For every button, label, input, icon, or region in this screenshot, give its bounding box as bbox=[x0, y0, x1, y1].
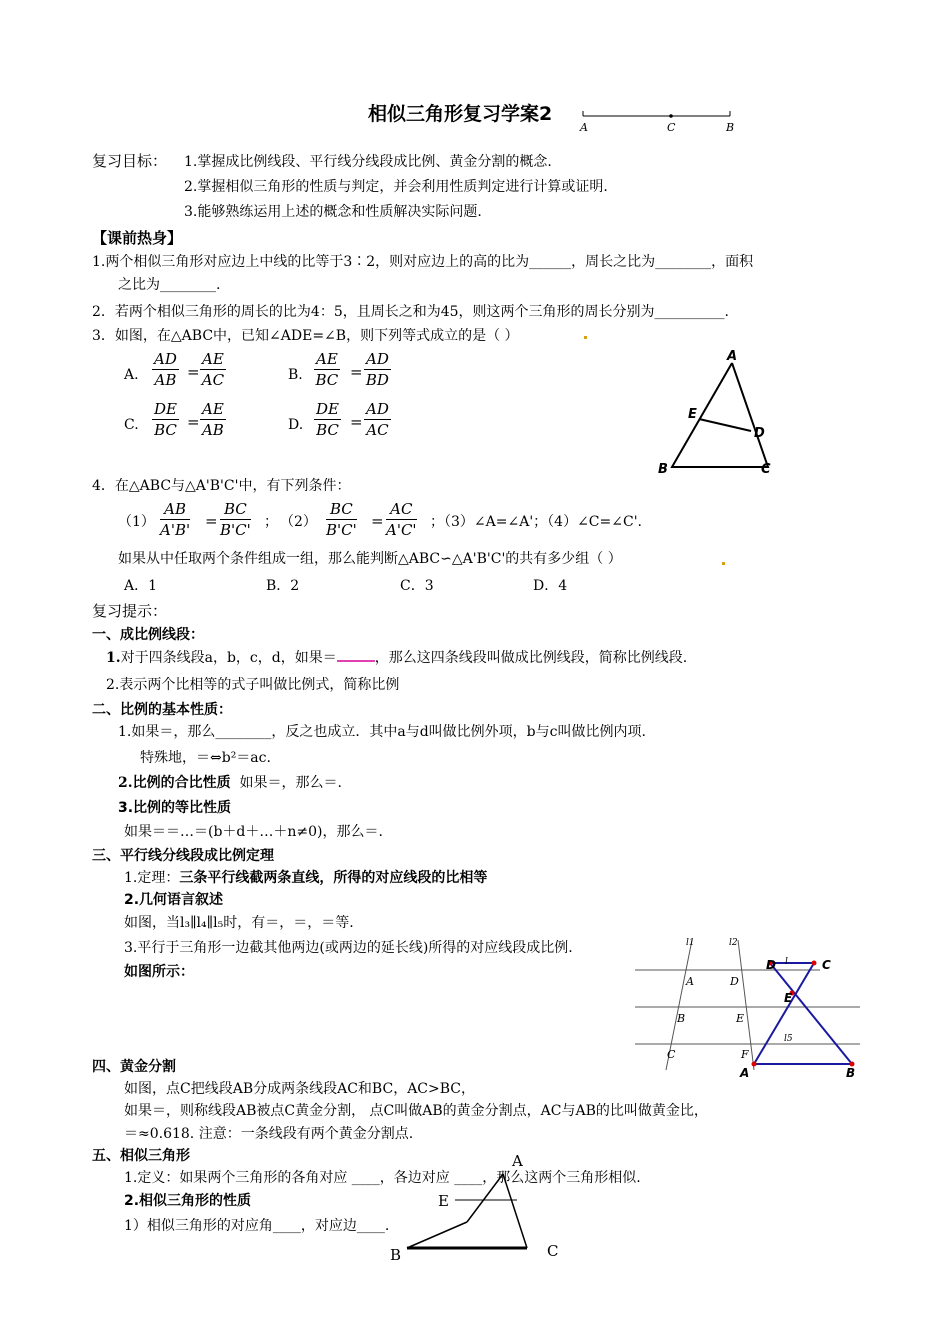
section-4-heading: 四、黄金分割 bbox=[92, 1059, 176, 1075]
s2-item-3: 3.比例的等比性质 bbox=[118, 800, 232, 816]
fig1-label-b: B bbox=[658, 462, 668, 477]
fig4-label-a: A bbox=[512, 1152, 523, 1170]
fig3-label-c: C bbox=[822, 958, 831, 972]
fig2-label-b: B bbox=[677, 1012, 686, 1025]
q4-option-c: C．3 bbox=[400, 578, 434, 594]
q4-option-b: B．2 bbox=[266, 578, 300, 594]
q3-b-left-fraction: $\frac{AE}{BC}$ bbox=[315, 350, 339, 389]
fig2-label-l5: l5 bbox=[784, 1034, 793, 1044]
triangle-figure-2 bbox=[395, 1170, 545, 1255]
fig2-label-c: C bbox=[667, 1048, 676, 1061]
fig1-label-e: E bbox=[688, 407, 697, 422]
mark-dot bbox=[584, 336, 587, 339]
question-2: 2．若两个相似三角形的周长的比为4：5，且周长之和为45，则这两个三角形的周长分别为__________. bbox=[92, 304, 729, 320]
fig3-label-b: B bbox=[846, 1066, 856, 1080]
s2-item-1b: 特殊地，＝⇔b²＝ac. bbox=[140, 750, 271, 766]
fig2-label-e: E bbox=[736, 1012, 745, 1025]
goal-item-2: 2.掌握相似三角形的性质与判定，并会利用性质判定进行计算或证明. bbox=[184, 179, 608, 195]
q4-f2-left: $\frac{BC}{B'C'}$ bbox=[326, 500, 357, 539]
segment-label-c: C bbox=[667, 121, 676, 134]
fig4-label-c: C bbox=[547, 1242, 559, 1260]
goal-item-1: 1.掌握成比例线段、平行线分线段成比例、黄金分割的概念. bbox=[184, 154, 552, 170]
q3-option-c-label: C. bbox=[124, 417, 139, 433]
s2-item-2: 2.比例的合比性质 如果＝，那么＝. bbox=[118, 775, 342, 791]
q4-ask: 如果从中任取两个条件组成一组，那么能判断△ABC∽△A'B'C'的共有多少组（ ） bbox=[118, 551, 622, 567]
s5-item-2: 2.相似三角形的性质 bbox=[124, 1193, 252, 1209]
fig2-label-f: F bbox=[741, 1048, 749, 1061]
q4-f1-right: $\frac{BC}{B'C'}$ bbox=[220, 500, 251, 539]
s3-item-2: 2.几何语言叙述 bbox=[124, 892, 224, 908]
q3-option-b-label: B. bbox=[288, 367, 303, 383]
fig2-label-l1: l1 bbox=[686, 938, 695, 948]
fig4-label-e: E bbox=[438, 1192, 449, 1210]
q3-option-d-label: D. bbox=[288, 417, 304, 433]
q3-a-left-fraction: $\frac{AD}{AB}$ bbox=[154, 350, 177, 389]
parallel-lines-figure bbox=[630, 930, 870, 1075]
s2-item-1: 1.如果＝，那么________，反之也成立．其中a与d叫做比例外项，b与c叫做比例内项. bbox=[118, 724, 646, 740]
section-1-heading: 一、成比例线段： bbox=[92, 627, 204, 643]
goal-item-3: 3.能够熟练运用上述的概念和性质解决实际问题. bbox=[184, 204, 482, 220]
triangle-figure-1 bbox=[650, 345, 790, 480]
fig3-label-e: E bbox=[784, 991, 793, 1005]
s5-item-1: 1.定义：如果两个三角形的各角对应 ____，各边对应 ____，那么这两个三角形相似. bbox=[124, 1170, 641, 1186]
q4-f2-right: $\frac{AC}{A'C'}$ bbox=[386, 500, 417, 539]
s4-item-1: 如图，点C把线段AB分成两条线段AC和BC，AC>BC， bbox=[124, 1081, 476, 1097]
s2-item-3b: 如果＝＝…＝(b＋d＋…＋n≠0)，那么＝. bbox=[124, 824, 383, 840]
s5-item-3: 1）相似三角形的对应角____，对应边____. bbox=[124, 1218, 390, 1234]
s3-item-1: 1.定理：三条平行线截两条直线，所得的对应线段的比相等 bbox=[124, 870, 488, 886]
page-title: 相似三角形复习学案2 bbox=[368, 103, 553, 125]
question-3: 3．如图，在△ABC中，已知∠ADE=∠B，则下列等式成立的是（ ） bbox=[92, 328, 519, 344]
fig1-label-d: D bbox=[754, 426, 765, 441]
segment-label-a: A bbox=[580, 121, 588, 134]
fig4-label-b: B bbox=[390, 1246, 402, 1264]
segment-figure bbox=[578, 108, 738, 134]
q3-option-a-label: A. bbox=[124, 367, 139, 383]
s1-item-1: 1.对于四条线段a，b，c，d，如果＝ ，那么这四条线段叫做成比例线段，简称比例线段. bbox=[106, 650, 688, 666]
fig1-label-a: A bbox=[727, 349, 738, 364]
q3-d-left-fraction: $\frac{DE}{BC}$ bbox=[316, 400, 339, 439]
question-1b: 之比为________. bbox=[118, 277, 221, 293]
fig2-label-l2: l2 bbox=[729, 938, 738, 948]
s4-item-2: 如果＝，则称线段AB被点C黄金分割， 点C叫做AB的黄金分割点，AC与AB的比叫做黄金比， bbox=[124, 1103, 708, 1119]
section-3-heading: 三、平行线分线段成比例定理 bbox=[92, 848, 274, 864]
q4-cond-2: （2） bbox=[280, 514, 317, 530]
s4-item-3: ＝≈0.618. 注意：一条线段有两个黄金分割点. bbox=[124, 1126, 414, 1142]
s3-item-3b: 如图所示： bbox=[124, 964, 194, 980]
q4-option-d: D．4 bbox=[533, 578, 568, 594]
review-heading: 复习提示： bbox=[92, 602, 168, 620]
segment-label-b: B bbox=[726, 121, 735, 134]
fig3-label-a: A bbox=[740, 1066, 750, 1080]
q3-c-right-fraction: $\frac{AE}{AB}$ bbox=[201, 400, 224, 439]
question-4: 4．在△ABC与△A'B'C'中，有下列条件： bbox=[92, 478, 351, 494]
fig2-label-a: A bbox=[686, 975, 694, 988]
fig1-label-c: C bbox=[761, 462, 771, 477]
question-1a: 1.两个相似三角形对应边上中线的比等于3∶2，则对应边上的高的比为______，周长之比为________，面积 bbox=[92, 254, 754, 270]
s3-item-2b: 如图，当l₃∥l₄∥l₅时，有＝，＝，＝等. bbox=[124, 915, 354, 931]
s3-item-3: 3.平行于三角形一边截其他两边(或两边的延长线)所得的对应线段成比例. bbox=[124, 940, 573, 956]
q3-b-right-fraction: $\frac{AD}{BD}$ bbox=[365, 350, 389, 389]
warmup-heading: 【课前热身】 bbox=[92, 229, 183, 247]
q4-f1-left: $\frac{AB}{A'B'}$ bbox=[160, 500, 191, 539]
q3-a-right-fraction: $\frac{AE}{AC}$ bbox=[201, 350, 225, 389]
section-2-heading: 二、比例的基本性质： bbox=[92, 702, 232, 718]
s1-item-2: 2.表示两个比相等的式子叫做比例式，简称比例 bbox=[106, 677, 400, 693]
section-5-heading: 五、相似三角形 bbox=[92, 1148, 190, 1164]
fig3-label-d: D bbox=[766, 958, 776, 972]
fig2-label-d: D bbox=[730, 975, 739, 988]
q4-option-a: A．1 bbox=[124, 578, 158, 594]
q4-cond-1: （1） bbox=[118, 514, 155, 530]
q3-d-right-fraction: $\frac{AD}{AC}$ bbox=[366, 400, 389, 439]
q3-c-left-fraction: $\frac{DE}{BC}$ bbox=[154, 400, 177, 439]
fig3-label-l: l bbox=[785, 957, 788, 967]
goals-label: 复习目标： bbox=[92, 152, 168, 170]
q4-cond-rest: ；（3）∠A=∠A'；（4）∠C=∠C'. bbox=[430, 514, 642, 530]
